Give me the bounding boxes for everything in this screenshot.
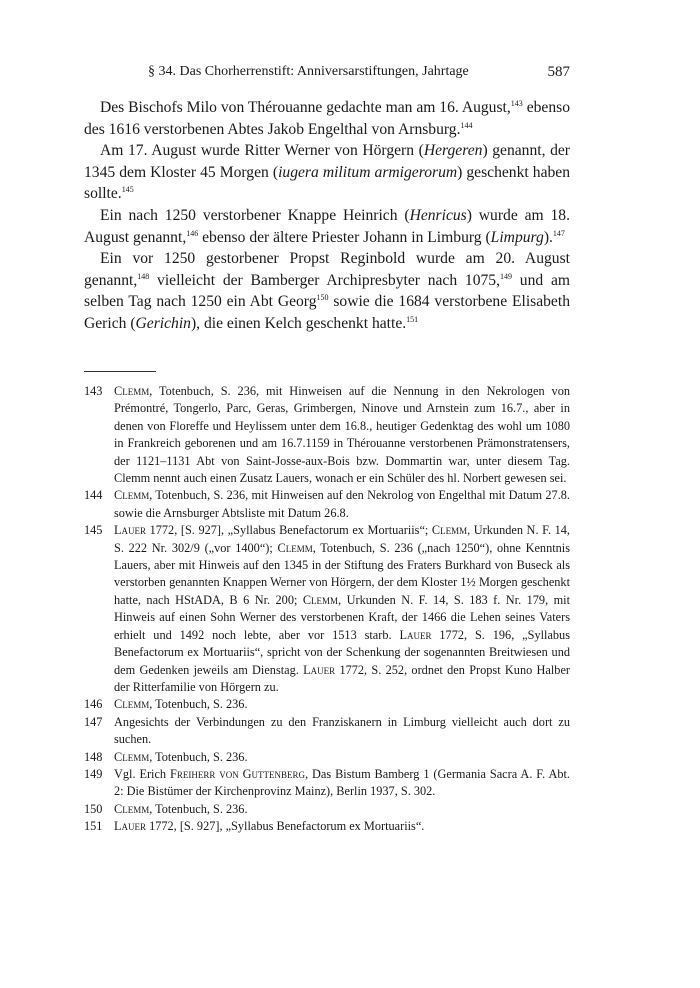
footnote-number: 148 (84, 749, 103, 764)
footnote (84, 487, 570, 522)
footnote-text: Vgl. Erich Freiherr von Guttenberg, Das Bistum Bamberg 1 (Germania Sacra A. F. Abt. 2: Die Bistümer der Kirchenprovinz Mainz), Berlin 1937, S. 302. (114, 766, 570, 799)
running-title: § 34. Das Chorherrenstift: Anniversarstiftungen, Jahrtage (148, 64, 469, 79)
footnote-ref[interactable]: 144 (460, 120, 473, 130)
running-head (84, 64, 570, 86)
footnote-number: 150 (84, 801, 103, 816)
footnote (84, 749, 570, 766)
paragraph: Ein nach 1250 verstorbener Knappe Heinrich (Henricus) wurde am 18. August genannt,$^{146}$ ebenso der ältere Priester Johann in Limburg (Limpurg).$^{147}$ (84, 206, 570, 246)
footnote-ref[interactable]: 149 (500, 271, 513, 281)
footnote-number: 144 (84, 488, 103, 503)
footnote-ref[interactable]: 147 (552, 228, 565, 238)
footnote (84, 714, 570, 749)
footnote-text: Clemm, Totenbuch, S. 236. (114, 801, 248, 816)
footnote (84, 522, 570, 696)
footnote-text: Lauer 1772, [S. 927], „Syllabus Benefactorum ex Mortuariis“. (114, 819, 425, 834)
footnote-text: Clemm, Totenbuch, S. 236, mit Hinweisen auf die Nennung in den Nekrologen von Prémontré, Tongerlo, Parc, Geras, Grimbergen, Ninove und Arnstein zum 16.7., aber in denen von Floreffe und Heylissem unter dem 16.8., heutiger Gedenktag des wohl um 1080 in Frankreich geborenen und am 16.7.1159 in Thérouanne verstorbenen Prämonstratensers, der 1121–1131 Abt von Saint-Josse-aux-Bois bzw. Dommartin war, unter diesem Tag. Clemm nennt auch einen Zusatz Lauers, wonach er ein Schüler des hl. Norbert gewesen sei. (114, 384, 570, 486)
footnote-ref[interactable]: 146 (186, 228, 199, 238)
footnote-number: 147 (84, 714, 103, 729)
footnote (84, 766, 570, 801)
footnote-text: Clemm, Totenbuch, S. 236, mit Hinweisen auf den Nekrolog von Engelthal mit Datum 27.8. sowie die Arnsburger Abtsliste mit Datum 26.8. (114, 488, 570, 520)
footnote (84, 801, 570, 818)
footnote-number: 151 (84, 819, 103, 834)
footnote-number: 149 (84, 766, 103, 781)
footnote-text: Lauer 1772, [S. 927], „Syllabus Benefactorum ex Mortuariis“; Clemm, Urkunden N. F. 14, S. 222 Nr. 302/9 („vor 1400“); Clemm, Totenbuch, S. 236 („nach 1250“), ohne Kenntnis Lauers, aber mit Hinweis auf den 1345 in der Stiftung des Fraters Burkhard von Buseck als verstorben genannten Knappen Werner von Hörgern, der dem Kloster 1½ Morgen geschenkt hatte, nach HStADA, B 6 Nr. 200; Clemm, Urkunden N. F. 14, S. 183 f. Nr. 179, mit Hinweis auf einen Sohn Werner des verstorbenen Kraft, der 1466 die Lehen seines Vaters erhielt und 1492 noch lebte, aber vor 1513 starb. Lauer 1772, S. 196, „Syllabus Benefactorum ex Mortuariis“, spricht von der Schenkung der sogenannten Breitwiesen und dem Gedenken jeweils am Dienstag. Lauer 1772, S. 252, ordnet den Propst Kuno Halber der Ritterfamilie von Hörgern zu. (114, 523, 571, 694)
page-number: 587 (547, 64, 570, 80)
footnote-text: Angesichts der Verbindungen zu den Franziskanern in Limburg vielleicht auch dort zu suchen. (114, 714, 570, 747)
footnote-ref[interactable]: 145 (121, 185, 134, 195)
footnote-text: Clemm, Totenbuch, S. 236. (114, 749, 248, 764)
paragraph: Des Bischofs Milo von Thérouanne gedachte man am 16. August,$^{143}$ ebenso des 1616 verstorbenen Abtes Jakob Engelthal von Arnsburg.$^{144}$ (84, 99, 570, 138)
footnote (84, 696, 570, 713)
footnote-number: 145 (84, 523, 103, 538)
footnotes (84, 383, 570, 836)
paragraph: Am 17. August wurde Ritter Werner von Hörgern (Hergeren) genannt, der 1345 dem Kloster 45 Morgen (iugera militum armigerorum) geschenkt haben sollte.$^{145}$ (84, 142, 571, 203)
footnote-ref[interactable]: 148 (137, 271, 150, 281)
paragraph: Ein vor 1250 gestorbener Propst Reginbold wurde am 20. August genannt,$^{148}$ vielleicht der Bamberger Archipresbyter nach 1075,$^{149}$ und am selben Tag nach 1250 ein Abt Georg$^{150}$ sowie die 1684 verstorbene Elisabeth Gerich (Gerichin), die einen Kelch geschenkt hatte.$^{151}$ (84, 250, 570, 332)
main-text (84, 97, 570, 335)
footnote-divider (84, 371, 156, 372)
footnote-ref[interactable]: 143 (510, 99, 523, 108)
footnote-number: 143 (84, 384, 103, 398)
footnote-text: Clemm, Totenbuch, S. 236. (114, 697, 248, 712)
footnote (84, 383, 570, 487)
footnote-ref[interactable]: 150 (316, 293, 329, 303)
footnote (84, 818, 570, 835)
footnote-number: 146 (84, 697, 103, 712)
footnote-ref[interactable]: 151 (406, 314, 419, 324)
